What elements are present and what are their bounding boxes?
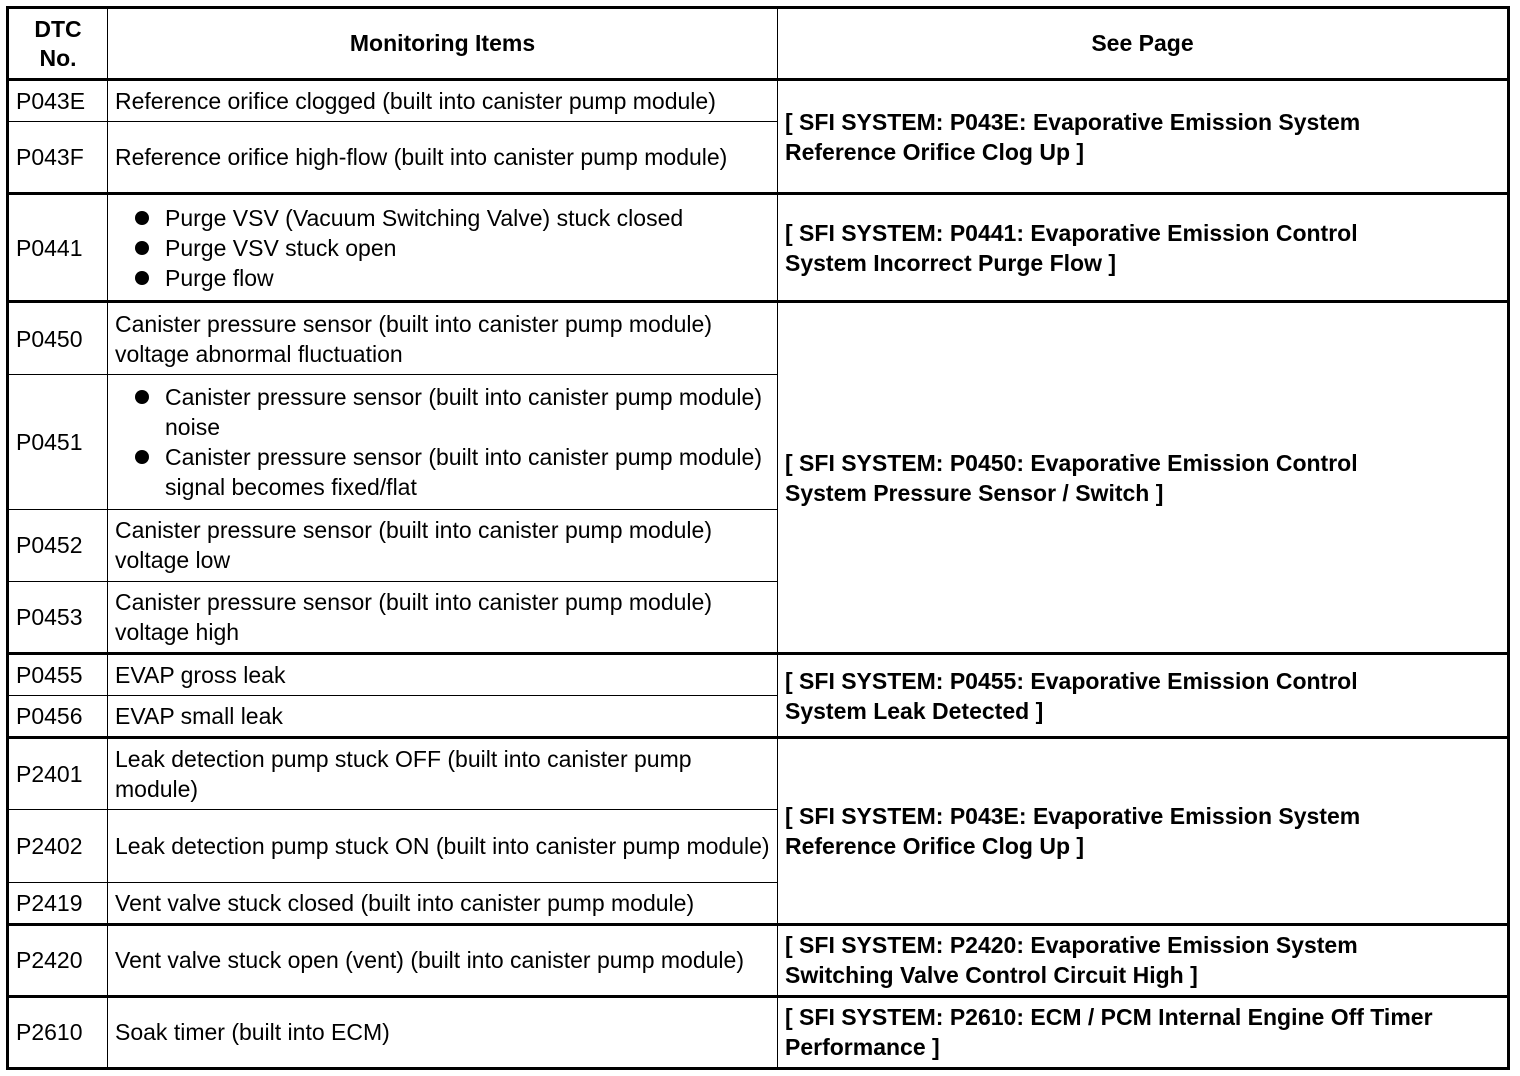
monitoring-item: Canister pressure sensor (built into canister pump module) voltage abnormal fluctuation [108, 302, 778, 374]
monitoring-item: Reference orifice clogged (built into canister pump module) [108, 80, 778, 122]
bullet-text: Canister pressure sensor (built into canister pump module) signal becomes fixed/flat [165, 443, 762, 500]
monitoring-item [108, 194, 778, 302]
see-page-cell [778, 302, 1509, 654]
dtc-code: P2419 [8, 882, 108, 924]
bullet-text: Purge VSV (Vacuum Switching Valve) stuck closed [165, 204, 684, 231]
see-page-line: Reference Orifice Clog Up ] [785, 832, 1085, 859]
see-page-cell [778, 654, 1509, 738]
see-page-line: [ SFI SYSTEM: P0441: Evaporative Emission Control [785, 219, 1358, 246]
header-monitoring-items: Monitoring Items [108, 8, 778, 80]
dtc-code: P0452 [8, 509, 108, 581]
monitoring-item: EVAP gross leak [108, 654, 778, 696]
bullet-text: Purge flow [165, 264, 274, 291]
see-page-cell [778, 738, 1509, 924]
monitoring-item: Leak detection pump stuck ON (built into canister pump module) [108, 810, 778, 882]
table-row [8, 738, 1509, 810]
list-item [135, 203, 770, 233]
see-page-line: System Incorrect Purge Flow ] [785, 249, 1117, 276]
monitoring-item: Canister pressure sensor (built into canister pump module) voltage high [108, 581, 778, 653]
table-row [8, 924, 1509, 996]
dtc-code: P0441 [8, 194, 108, 302]
monitoring-item [108, 374, 778, 509]
see-page-line: [ SFI SYSTEM: P2420: Evaporative Emission System [785, 932, 1358, 959]
see-page-line: System Pressure Sensor / Switch ] [785, 479, 1164, 506]
monitoring-item: Reference orifice high-flow (built into canister pump module) [108, 122, 778, 194]
dtc-code: P0451 [8, 374, 108, 509]
see-page-line: [ SFI SYSTEM: P043E: Evaporative Emission System [785, 802, 1361, 829]
monitoring-item: Soak timer (built into ECM) [108, 996, 778, 1068]
bullet-icon [135, 211, 149, 225]
see-page-line: [ SFI SYSTEM: P2610: ECM / PCM Internal Engine Off Timer [785, 1004, 1433, 1031]
bullet-text: Canister pressure sensor (built into canister pump module) noise [165, 383, 762, 440]
monitoring-item: Leak detection pump stuck OFF (built into canister pump module) [108, 738, 778, 810]
bullet-icon [135, 241, 149, 255]
dtc-code: P2402 [8, 810, 108, 882]
dtc-table [6, 6, 1510, 1070]
dtc-code: P043F [8, 122, 108, 194]
see-page-cell [778, 194, 1509, 302]
see-page-cell [778, 996, 1509, 1068]
see-page-line: [ SFI SYSTEM: P043E: Evaporative Emission System [785, 108, 1361, 135]
bullet-icon [135, 450, 149, 464]
see-page-cell [778, 924, 1509, 996]
dtc-code: P0453 [8, 581, 108, 653]
dtc-code: P2610 [8, 996, 108, 1068]
list-item [135, 442, 770, 502]
dtc-code: P2420 [8, 924, 108, 996]
dtc-code: P2401 [8, 738, 108, 810]
list-item [135, 263, 770, 293]
bullet-icon [135, 271, 149, 285]
bullet-text: Purge VSV stuck open [165, 234, 397, 261]
list-item [135, 382, 770, 442]
bullet-icon [135, 390, 149, 404]
dtc-code: P0455 [8, 654, 108, 696]
dtc-code: P0450 [8, 302, 108, 374]
see-page-line: [ SFI SYSTEM: P0455: Evaporative Emission Control [785, 667, 1358, 694]
dtc-code: P043E [8, 80, 108, 122]
monitoring-item: EVAP small leak [108, 696, 778, 738]
header-row [8, 8, 1509, 80]
header-dtc-no [8, 8, 108, 80]
table-row [8, 80, 1509, 122]
see-page-line: Reference Orifice Clog Up ] [785, 138, 1085, 165]
monitoring-item: Vent valve stuck open (vent) (built into canister pump module) [108, 924, 778, 996]
monitoring-item: Canister pressure sensor (built into canister pump module) voltage low [108, 509, 778, 581]
bullet-list [115, 203, 770, 293]
see-page-line: [ SFI SYSTEM: P0450: Evaporative Emission Control [785, 449, 1358, 476]
table-row [8, 996, 1509, 1068]
see-page-line: Switching Valve Control Circuit High ] [785, 962, 1198, 989]
table-row [8, 302, 1509, 374]
header-dtc-line1: DTC [34, 15, 82, 42]
see-page-line: System Leak Detected ] [785, 697, 1044, 724]
monitoring-item: Vent valve stuck closed (built into canister pump module) [108, 882, 778, 924]
see-page-cell [778, 80, 1509, 194]
bullet-list [115, 382, 770, 502]
table-row [8, 654, 1509, 696]
header-dtc-line2: No. [39, 44, 77, 71]
dtc-code: P0456 [8, 696, 108, 738]
header-see-page: See Page [778, 8, 1509, 80]
see-page-line: Performance ] [785, 1034, 940, 1061]
list-item [135, 233, 770, 263]
table-row [8, 194, 1509, 302]
